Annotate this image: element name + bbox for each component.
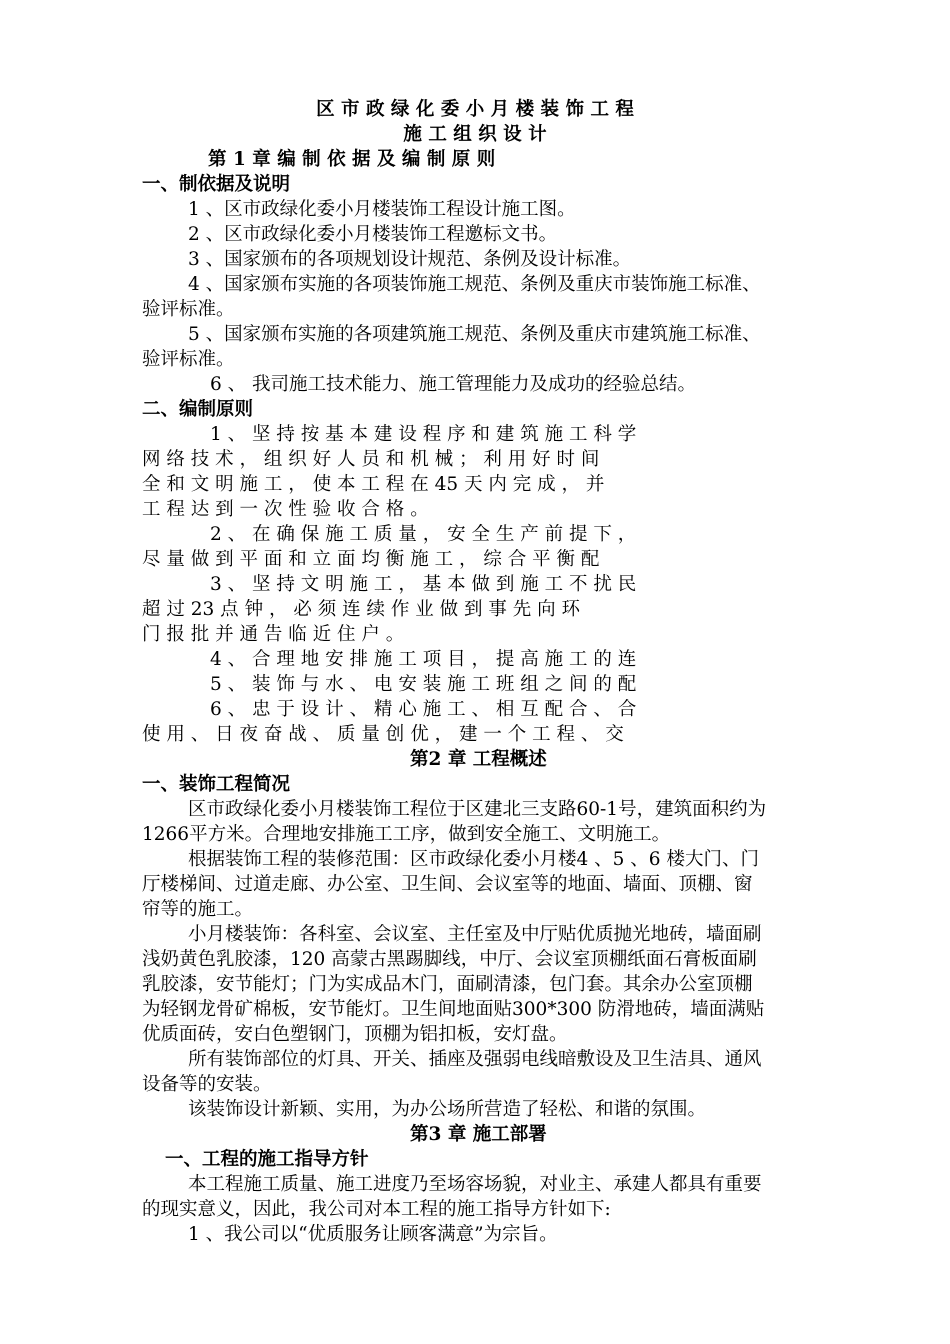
ch1-s1-line: 3 、国家颁布的各项规划设计规范、条例及设计标准。: [188, 249, 632, 270]
ch2-line: 区市政绿化委小月楼装饰工程位于区建北三支路60-1号，建筑面积约为: [188, 799, 767, 820]
ch1-s2-line: 门 报 批 并 通 告 临 近 住 户 。: [142, 624, 405, 645]
ch1-s1-line: 5 、国家颁布实施的各项建筑施工规范、条例及重庆市建筑施工标准、: [188, 324, 761, 345]
ch2-line: 根据装饰工程的装修范围：区市政绿化委小月楼4 、5 、6 楼大门、门: [188, 849, 759, 870]
ch1-s2-line: 2 、 在 确 保 施 工 质 量 ， 安 全 生 产 前 提 下 ，: [210, 524, 637, 545]
ch1-s1-line: 验评标准。: [142, 349, 235, 370]
ch1-s2-line: 全 和 文 明 施 工 ， 使 本 工 程 在 45 天 内 完 成 ， 并: [142, 474, 605, 495]
ch2-line: 为轻钢龙骨矿棉板，安节能灯。卫生间地面贴300*300 防滑地砖，墙面满贴: [142, 999, 765, 1020]
ch1-s2-line: 使 用 、 日 夜 奋 战 、 质 量 创 优 ， 建 一 个 工 程 、 交: [142, 724, 624, 745]
ch3-line: 1 、我公司以“优质服务让顾客满意”为宗旨。: [188, 1224, 558, 1245]
ch2-section1-heading: 一、装饰工程简况: [142, 774, 291, 795]
chapter2-heading: 第2 章 工程概述: [410, 749, 547, 770]
ch2-line: 1266平方米。合理地安排施工工序，做到安全施工、文明施工。: [142, 824, 671, 845]
ch1-section2-heading: 二、编制原则: [142, 399, 254, 420]
chapter1-heading: 第 1 章 编 制 依 据 及 编 制 原 则: [208, 149, 496, 170]
ch1-s1-line: 6 、 我司施工技术能力、施工管理能力及成功的经验总结。: [210, 374, 697, 395]
ch1-s2-line: 工 程 达 到 一 次 性 验 收 合 格 。: [142, 499, 429, 520]
ch2-line: 优质面砖，安白色塑钢门，顶棚为铝扣板，安灯盘。: [142, 1024, 568, 1045]
ch1-s2-line: 6 、 忠 于 设 计 、 精 心 施 工 、 相 互 配 合 、 合: [210, 699, 637, 720]
ch1-s1-line: 验评标准。: [142, 299, 235, 320]
ch1-s2-line: 超 过 23 点 钟 ， 必 须 连 续 作 业 做 到 事 先 向 环: [142, 599, 581, 620]
chapter3-heading: 第3 章 施工部署: [410, 1124, 547, 1145]
ch2-line: 厅楼梯间、过道走廊、办公室、卫生间、会议室等的地面、墙面、顶棚、窗: [142, 874, 753, 895]
ch1-s2-line: 1 、 坚 持 按 基 本 建 设 程 序 和 建 筑 施 工 科 学: [210, 424, 637, 445]
doc-title-line2: 施 工 组 织 设 计: [403, 124, 547, 145]
ch1-s1-line: 2 、区市政绿化委小月楼装饰工程邀标文书。: [188, 224, 558, 245]
ch1-s2-line: 网 络 技 术 ， 组 织 好 人 员 和 机 械 ； 利 用 好 时 间: [142, 449, 600, 470]
ch1-s2-line: 3 、 坚 持 文 明 施 工 ， 基 本 做 到 施 工 不 扰 民: [210, 574, 637, 595]
ch2-line: 浅奶黄色乳胶漆，120 高蒙古黑踢脚线，中厅、会议室顶棚纸面石膏板面刷: [142, 949, 757, 970]
ch1-s2-line: 尽 量 做 到 平 面 和 立 面 均 衡 施 工 ， 综 合 平 衡 配: [142, 549, 600, 570]
ch1-s1-line: 1 、区市政绿化委小月楼装饰工程设计施工图。: [188, 199, 576, 220]
ch3-line: 的现实意义，因此，我公司对本工程的施工指导方针如下:: [142, 1199, 611, 1220]
ch3-section1-heading: 一、工程的施工指导方针: [165, 1149, 369, 1170]
ch2-line: 该装饰设计新颖、实用，为办公场所营造了轻松、和谐的氛围。: [188, 1099, 707, 1120]
ch3-line: 本工程施工质量、施工进度乃至场容场貌，对业主、承建人都具有重要: [188, 1174, 762, 1195]
ch1-s2-line: 5 、 装 饰 与 水 、 电 安 装 施 工 班 组 之 间 的 配: [210, 674, 637, 695]
ch2-line: 小月楼装饰：各科室、会议室、主任室及中厅贴优质抛光地砖，墙面刷: [188, 924, 762, 945]
ch2-line: 乳胶漆，安节能灯；门为实成品木门，面刷清漆，包门套。其余办公室顶棚: [142, 974, 753, 995]
ch2-line: 所有装饰部位的灯具、开关、插座及强弱电线暗敷设及卫生洁具、通风: [188, 1049, 762, 1070]
ch1-s2-line: 4 、 合 理 地 安 排 施 工 项 目 ， 提 高 施 工 的 连: [210, 649, 637, 670]
doc-title-line1: 区 市 政 绿 化 委 小 月 楼 装 饰 工 程: [316, 99, 634, 120]
ch2-line: 帘等的施工。: [142, 899, 254, 920]
ch1-s1-line: 4 、国家颁布实施的各项装饰施工规范、条例及重庆市装饰施工标准、: [188, 274, 761, 295]
ch2-line: 设备等的安装。: [142, 1074, 272, 1095]
ch1-section1-heading: 一、制依据及说明: [142, 174, 291, 195]
